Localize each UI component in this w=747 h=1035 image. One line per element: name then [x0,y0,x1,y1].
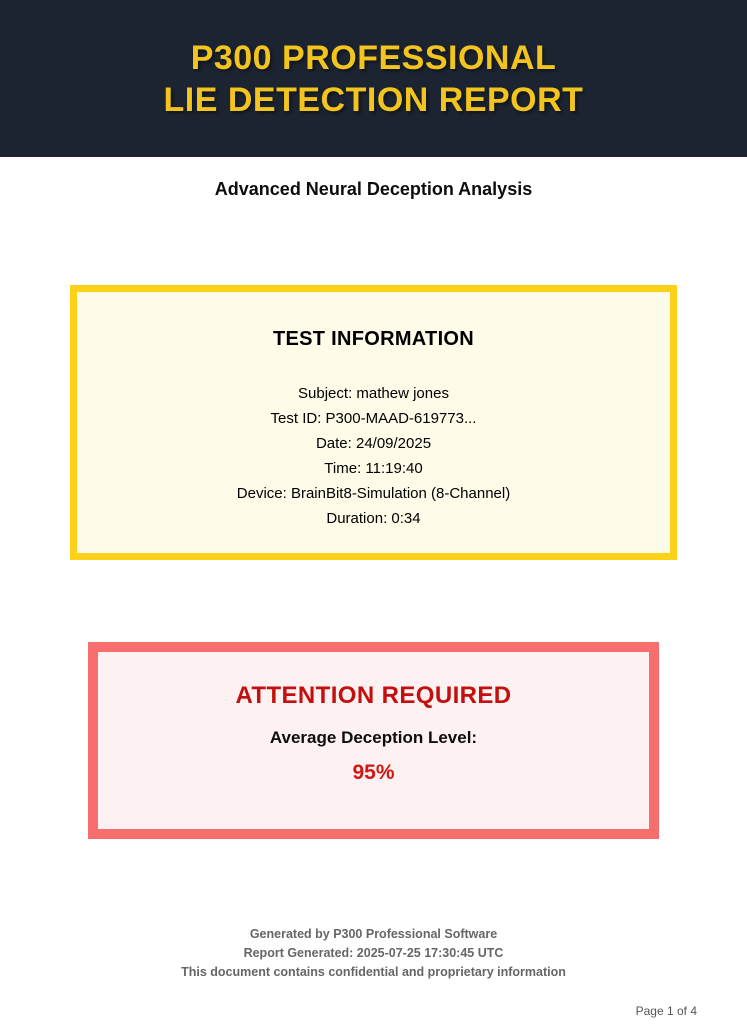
test-info-line: Duration: 0:34 [326,510,421,527]
attention-box [88,642,659,839]
report-title-line2: LIE DETECTION REPORT [163,80,584,119]
test-info-line: Time: 11:19:40 [324,460,423,477]
report-title [164,37,584,121]
test-info-line: Device: BrainBit8-Simulation (8-Channel) [236,485,511,502]
test-info-line: Subject: mathew jones [298,385,449,402]
deception-level-value: 95% [352,761,395,784]
report-header [0,0,747,157]
footer-line: Report Generated: 2025-07-25 17:30:45 UTC [243,946,504,960]
report-footer [0,925,747,1018]
test-info-line: Date: 24/09/2025 [315,435,432,452]
test-information-box [70,285,677,560]
footer-lines [0,925,747,982]
deception-level-label: Average Deception Level: [269,728,478,747]
attention-title: ATTENTION REQUIRED [235,682,512,709]
footer-line: Generated by P300 Professional Software [249,927,498,941]
page-number: Page 1 of 4 [635,1004,697,1018]
test-information-fields [97,381,650,531]
test-information-title: TEST INFORMATION [272,328,475,350]
footer-line: This document contains confidential and proprietary information [181,965,566,979]
test-info-line: Test ID: P300-MAAD-619773... [270,410,477,427]
report-title-line1: P300 PROFESSIONAL [190,38,557,77]
report-subtitle: Advanced Neural Deception Analysis [214,179,533,199]
